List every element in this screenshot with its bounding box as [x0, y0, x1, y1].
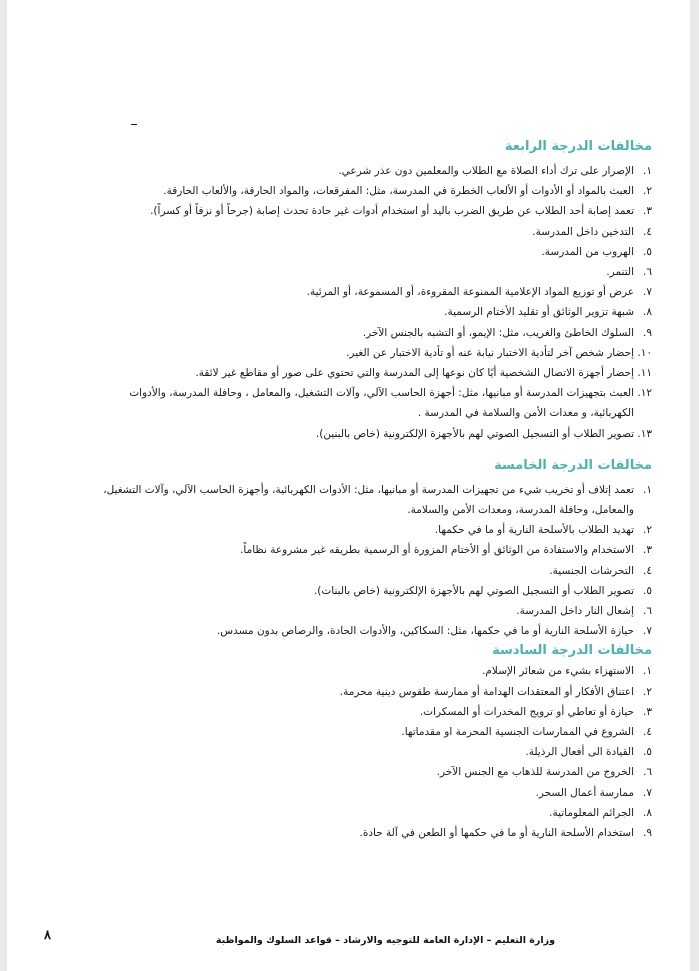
item-text: العبث بالمواد أو الأدوات أو الألعاب الخطرة في المدرسة، مثل: المفرقعات، والمواد الحارقة، والألعاب الحارقة. — [163, 185, 634, 198]
list-item — [95, 282, 652, 302]
list-item — [95, 702, 652, 722]
list-item — [95, 661, 652, 681]
item-number: ٩. — [643, 827, 652, 840]
sixth-degree-list — [95, 661, 652, 843]
list-item — [95, 520, 652, 540]
item-text: إحضار أجهزة الاتصال الشخصية أيًا كان نوعها إلى المدرسة والتي تحتوي على صور أو مقاطع غير لائقة. — [195, 367, 634, 380]
item-text: عرض أو توزيع المواد الإعلامية الممنوعة المقروءة، أو المسموعة، أو المرئية. — [306, 286, 634, 299]
item-text: تصوير الطلاب أو التسجيل الصوتي لهم بالأجهزة الإلكترونية (خاص بالبنات). — [313, 584, 634, 597]
item-text: التنمر. — [606, 266, 634, 279]
item-text: تهديد الطلاب بالأسلحة النارية أو ما في حكمها. — [434, 524, 634, 537]
list-item — [95, 621, 652, 641]
list-item — [95, 424, 652, 444]
item-text: الإصرار على ترك أداء الصلاة مع الطلاب والمعلمين دون عذر شرعي. — [338, 165, 634, 177]
item-text: تصوير الطلاب أو التسجيل الصوتي لهم بالأجهزة الإلكترونية (خاص بالبنين). — [315, 427, 634, 440]
list-item — [95, 682, 652, 702]
item-number: ٥. — [643, 584, 652, 597]
item-number: ٢. — [643, 185, 652, 198]
list-item — [95, 480, 652, 520]
item-text: ممارسة أعمال السحر. — [535, 786, 634, 799]
item-number: ٥. — [643, 746, 652, 759]
item-number: ٧. — [643, 286, 652, 299]
item-text: شبهة تزوير الوثائق أو تقليد الأختام الرسمية. — [444, 306, 634, 319]
page-number: ٨ — [44, 928, 51, 943]
list-item — [95, 540, 652, 560]
item-number: ٣. — [643, 705, 652, 718]
item-text: استخدام الأسلحة النارية أو ما في حكمها أو الطعن في آلة حادة. — [359, 827, 634, 840]
list-item — [95, 343, 652, 363]
item-text: اعتناق الأفكار أو المعتقدات الهدامة أو ممارسة طقوس دينية محرمة. — [339, 685, 634, 698]
footer-text: وزارة التعليم – الإدارة العامة للتوجيه والارشاد – قواعد السلوك والمواظبة — [215, 935, 555, 946]
item-number: ٤. — [643, 564, 652, 577]
list-item — [95, 302, 652, 322]
item-number: ٣. — [643, 205, 652, 218]
list-item — [95, 581, 652, 601]
item-text: إشعال النار داخل المدرسة. — [516, 605, 634, 618]
item-text: الشروع في الممارسات الجنسية المحرمة او مقدماتها. — [401, 726, 634, 739]
item-text: التدخين داخل المدرسة. — [532, 225, 634, 238]
item-number: ٢. — [643, 685, 652, 698]
list-item — [95, 823, 652, 843]
item-text: الهروب من المدرسة. — [541, 245, 634, 258]
list-item — [95, 181, 652, 201]
fourth-degree-list — [95, 161, 652, 444]
list-item — [95, 762, 652, 782]
item-text: التحرشات الجنسية. — [549, 564, 634, 577]
item-text: الاستخدام والاستفادة من الوثائق أو الأختام المزورة أو الرسمية بطريقه غير مشروعة نظاماً. — [240, 544, 634, 557]
item-text: تعمد إتلاف أو تخريب شيء من تجهيزات المدرسة أو مبانيها، مثل: الأدوات الكهربائية، وأجهزة الحاسب الآلي، وآلات التشغيل، والمعامل، وحافلة المدرسة، ومعدات الأمن والسلامة. — [103, 483, 634, 517]
item-number: ٤. — [643, 225, 652, 238]
fifth-degree-list — [95, 480, 652, 642]
item-number: ٨. — [643, 306, 652, 319]
list-item — [95, 722, 652, 742]
list-item — [95, 742, 652, 762]
list-item — [95, 222, 652, 242]
item-text: تعمد إصابة أحد الطلاب عن طريق الضرب باليد أو استخدام أدوات غير حادة تحدث إصابة (جرحاً أو نزفاً أو كسراً). — [150, 205, 634, 218]
list-item — [95, 161, 652, 181]
list-item — [95, 323, 652, 343]
list-item — [95, 601, 652, 621]
item-number: ٧. — [643, 786, 652, 799]
item-text: العبث بتجهيزات المدرسة أو مبانيها، مثل: أجهزة الحاسب الآلي، وآلات التشغيل، والمعامل ، وحافلة المدرسة، والأدوات الكهربائية، و معدات الأمن والسلامة في المدرسة . — [129, 387, 634, 420]
section-title-fifth-degree: مخالفات الدرجة الخامسة — [494, 457, 652, 473]
item-text: حيازة الأسلحة النارية أو ما في حكمها، مثل: السكاكين، والأدوات الحادة، والرصاص بدون مسدس. — [216, 625, 634, 638]
section-title-sixth-degree: مخالفات الدرجة السادسة — [492, 643, 652, 659]
item-number: ٤. — [643, 726, 652, 739]
list-item — [95, 262, 652, 282]
section-title-fourth-degree: مخالفات الدرجة الرابعة — [504, 139, 652, 154]
list-item — [95, 201, 652, 221]
list-item — [95, 783, 652, 803]
list-item — [95, 383, 652, 423]
item-text: القيادة الى أفعال الرذيلة. — [525, 746, 634, 759]
page-content — [95, 133, 652, 843]
item-number: ١٣. — [637, 427, 652, 440]
item-number: ٥. — [643, 245, 652, 258]
item-number: ١٠. — [637, 346, 652, 359]
item-number: ١١. — [637, 367, 652, 380]
list-item — [95, 561, 652, 581]
item-number: ١. — [643, 483, 652, 496]
document-page — [7, 0, 690, 971]
item-text: إحضار شخص آخر لتأدية الاختبار نيابة عنه أو تأدية الاختبار عن الغير. — [346, 346, 634, 359]
list-item — [95, 803, 652, 823]
item-number: ٦. — [643, 266, 652, 279]
item-number: ٨. — [643, 806, 652, 819]
item-text: السلوك الخاطئ والغريب، مثل: الإيمو، أو التشبه بالجنس الآخر. — [362, 326, 634, 339]
item-number: ١. — [643, 665, 652, 678]
list-item — [95, 363, 652, 383]
item-number: ٧. — [643, 625, 652, 638]
list-item — [95, 242, 652, 262]
item-text: الاستهزاء بشيء من شعائر الإسلام. — [482, 665, 634, 678]
item-number: ٣. — [643, 544, 652, 557]
stray-mark — [131, 124, 137, 125]
item-text: الخروج من المدرسة للذهاب مع الجنس الآخر. — [436, 766, 634, 779]
item-number: ١٢. — [637, 387, 652, 400]
item-text: الجرائم المعلوماتية. — [549, 806, 634, 819]
item-number: ٦. — [643, 605, 652, 618]
item-text: حيازة أو تعاطي أو ترويج المخدرات أو المسكرات. — [419, 705, 634, 718]
item-number: ١. — [643, 165, 652, 177]
item-number: ٦. — [643, 766, 652, 779]
item-number: ٩. — [643, 326, 652, 339]
item-number: ٢. — [643, 524, 652, 537]
